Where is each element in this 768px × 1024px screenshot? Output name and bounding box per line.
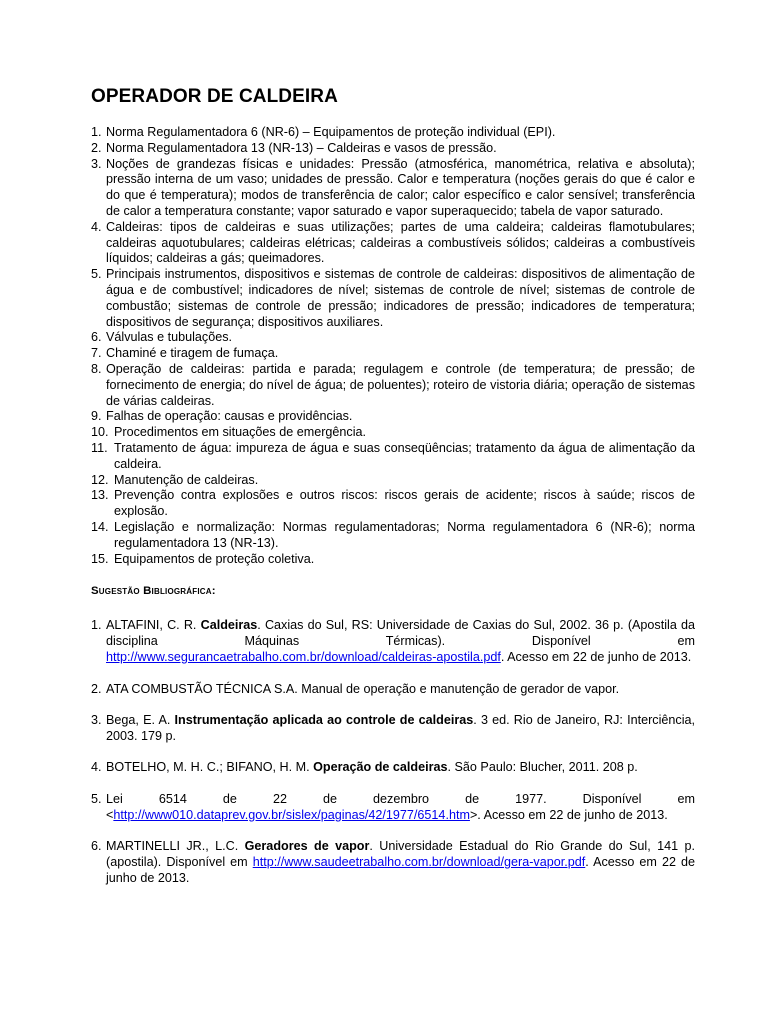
reference-text: . Universidade Estadual do Rio Grande do Sul, 141 p. (apostila). Disponível em	[106, 839, 695, 870]
reference-link[interactable]: http://www.segurancaetrabalho.com.br/download/caldeiras-apostila.pdf	[106, 649, 501, 664]
reference-number: 4.	[91, 760, 102, 775]
item-text: Procedimentos em situações de emergência.	[114, 425, 367, 440]
reference-text: . 3 ed. Rio de Janeiro, RJ: Interciência, 2003. 179 p.	[106, 713, 696, 743]
reference-text: . Acesso em 22 de junho de 2013.	[106, 855, 696, 886]
item-text: Equipamentos de proteção coletiva.	[114, 551, 315, 566]
item-text: Norma Regulamentadora 13 (NR-13) – Caldeiras e vasos de pressão.	[106, 140, 497, 155]
list-item	[91, 488, 695, 520]
item-number: 12.	[91, 472, 109, 487]
reference-text: ATA COMBUSTÃO TÉCNICA S.A. Manual de operação e manutenção de gerador de vapor.	[106, 681, 620, 696]
reference-link[interactable]: http://www.saudeetrabalho.com.br/download/gera-vapor.pdf	[252, 855, 586, 870]
reference-item	[91, 618, 695, 665]
list-item	[91, 441, 695, 473]
list-item	[91, 346, 695, 362]
reference-number: 6.	[91, 839, 102, 854]
item-number: 11.	[91, 440, 108, 455]
reference-number: 1.	[91, 618, 102, 633]
item-number: 7.	[91, 346, 102, 361]
reference-number: 5.	[91, 792, 102, 807]
item-number: 14.	[91, 519, 109, 534]
list-item	[91, 125, 695, 141]
reference-item	[91, 713, 695, 745]
item-text: Operação de caldeiras: partida e parada; regulagem e controle (de temperatura; de pressão; de fornecimento de energia; do nível de água; de poluentes); roteiro de vistoria diária; operação de sistemas de várias caldeiras.	[106, 361, 695, 408]
reference-title: Geradores de vapor	[244, 839, 370, 854]
item-text: Noções de grandezas físicas e unidades: Pressão (atmosférica, manométrica, relativa e absoluta); pressão interna de um vaso; unidades de pressão. Calor e temperatura (noções gerais do que é calor e do que é temperatura); modos de transferência de calor; calor específico e calor sensível; transferência de calor a temperatura constante; vapor saturado e vapor superaquecido; tabela de vapor saturado.	[106, 156, 695, 218]
list-item	[91, 425, 695, 441]
item-text: Prevenção contra explosões e outros riscos: riscos gerais de acidente; riscos à saúde; riscos de explosão.	[114, 488, 695, 519]
reference-text: . São Paulo: Blucher, 2011. 208 p.	[447, 760, 638, 775]
page-title: OPERADOR DE CALDEIRA	[91, 86, 338, 107]
item-number: 4.	[91, 219, 102, 234]
item-text: Norma Regulamentadora 6 (NR-6) – Equipamentos de proteção individual (EPI).	[106, 125, 556, 139]
list-item	[91, 330, 695, 346]
reference-text: Bega, E. A.	[106, 713, 175, 728]
reference-title: Caldeiras	[200, 618, 258, 633]
list-item	[91, 141, 695, 157]
reference-number: 3.	[91, 713, 102, 728]
list-item	[91, 220, 695, 267]
reference-text: . Acesso em 22 de junho de 2013.	[500, 649, 692, 664]
reference-link[interactable]: http://www010.dataprev.gov.br/sislex/paginas/42/1977/6514.htm	[113, 807, 470, 822]
bibliography-heading: Sugestão Bibliográfica:	[91, 585, 216, 598]
item-number: 15.	[91, 551, 109, 566]
item-number: 5.	[91, 267, 102, 282]
item-text: Principais instrumentos, dispositivos e sistemas de controle de caldeiras: dispositivos de alimentação de água e de combustível; indicadores de nível; sistemas de controle de nível; sistemas de controle de combustão; sistemas de controle de pressão; indicadores de pressão; indicadores de temperatura; dispositivos de segurança; dispositivos auxiliares.	[106, 267, 695, 329]
item-number: 3.	[91, 156, 102, 171]
reference-text: BOTELHO, M. H. C.; BIFANO, H. M.	[106, 760, 314, 775]
item-number: 10.	[91, 425, 109, 440]
reference-item	[91, 682, 695, 698]
reference-text: ALTAFINI, C. R.	[106, 618, 201, 633]
list-item	[91, 409, 695, 425]
list-item	[91, 520, 695, 552]
item-number: 1.	[91, 125, 102, 139]
list-item	[91, 157, 695, 220]
reference-item	[91, 792, 695, 824]
reference-number: 2.	[91, 681, 102, 696]
reference-title: Operação de caldeiras	[313, 760, 448, 775]
reference-item	[91, 839, 695, 886]
reference-title: Instrumentação aplicada ao controle de caldeiras	[174, 713, 474, 728]
item-text: Chaminé e tiragem de fumaça.	[106, 346, 279, 361]
item-text: Falhas de operação: causas e providências.	[106, 409, 353, 424]
item-text: Caldeiras: tipos de caldeiras e suas utilizações; partes de uma caldeira; caldeiras flamotubulares; caldeiras aquotubulares; caldeiras elétricas; caldeiras a combustíveis sólidos; caldeiras a combustíveis líquidos; caldeiras a gás; queimadores.	[106, 219, 695, 266]
item-number: 8.	[91, 361, 102, 376]
list-item	[91, 473, 695, 489]
list-item	[91, 362, 695, 409]
item-number: 13.	[91, 488, 109, 503]
item-number: 9.	[91, 409, 102, 424]
item-text: Manutenção de caldeiras.	[114, 472, 259, 487]
reference-text: Lei 6514 de 22 de dezembro de 1977. Disponível em <	[106, 792, 695, 822]
list-item	[91, 552, 695, 568]
list-item	[91, 267, 695, 330]
item-text: Legislação e normalização: Normas regulamentadoras; Norma regulamentadora 6 (NR-6); norma regulamentadora 13 (NR-13).	[114, 519, 695, 550]
reference-text: . Caxias do Sul, RS: Universidade de Caxias do Sul, 2002. 36 p. (Apostila da disciplina Máquinas Térmicas). Disponível em	[106, 618, 695, 649]
item-text: Tratamento de água: impureza de água e suas conseqüências; tratamento da água de alimentação da caldeira.	[114, 440, 695, 471]
item-number: 6.	[91, 330, 102, 345]
reference-item	[91, 760, 695, 776]
topic-list	[91, 125, 695, 567]
item-number: 2.	[91, 140, 102, 155]
reference-text: >. Acesso em 22 de junho de 2013.	[469, 807, 668, 822]
reference-text: MARTINELLI JR., L.C.	[106, 839, 245, 854]
item-text: Válvulas e tubulações.	[106, 330, 233, 345]
reference-list	[91, 618, 695, 887]
